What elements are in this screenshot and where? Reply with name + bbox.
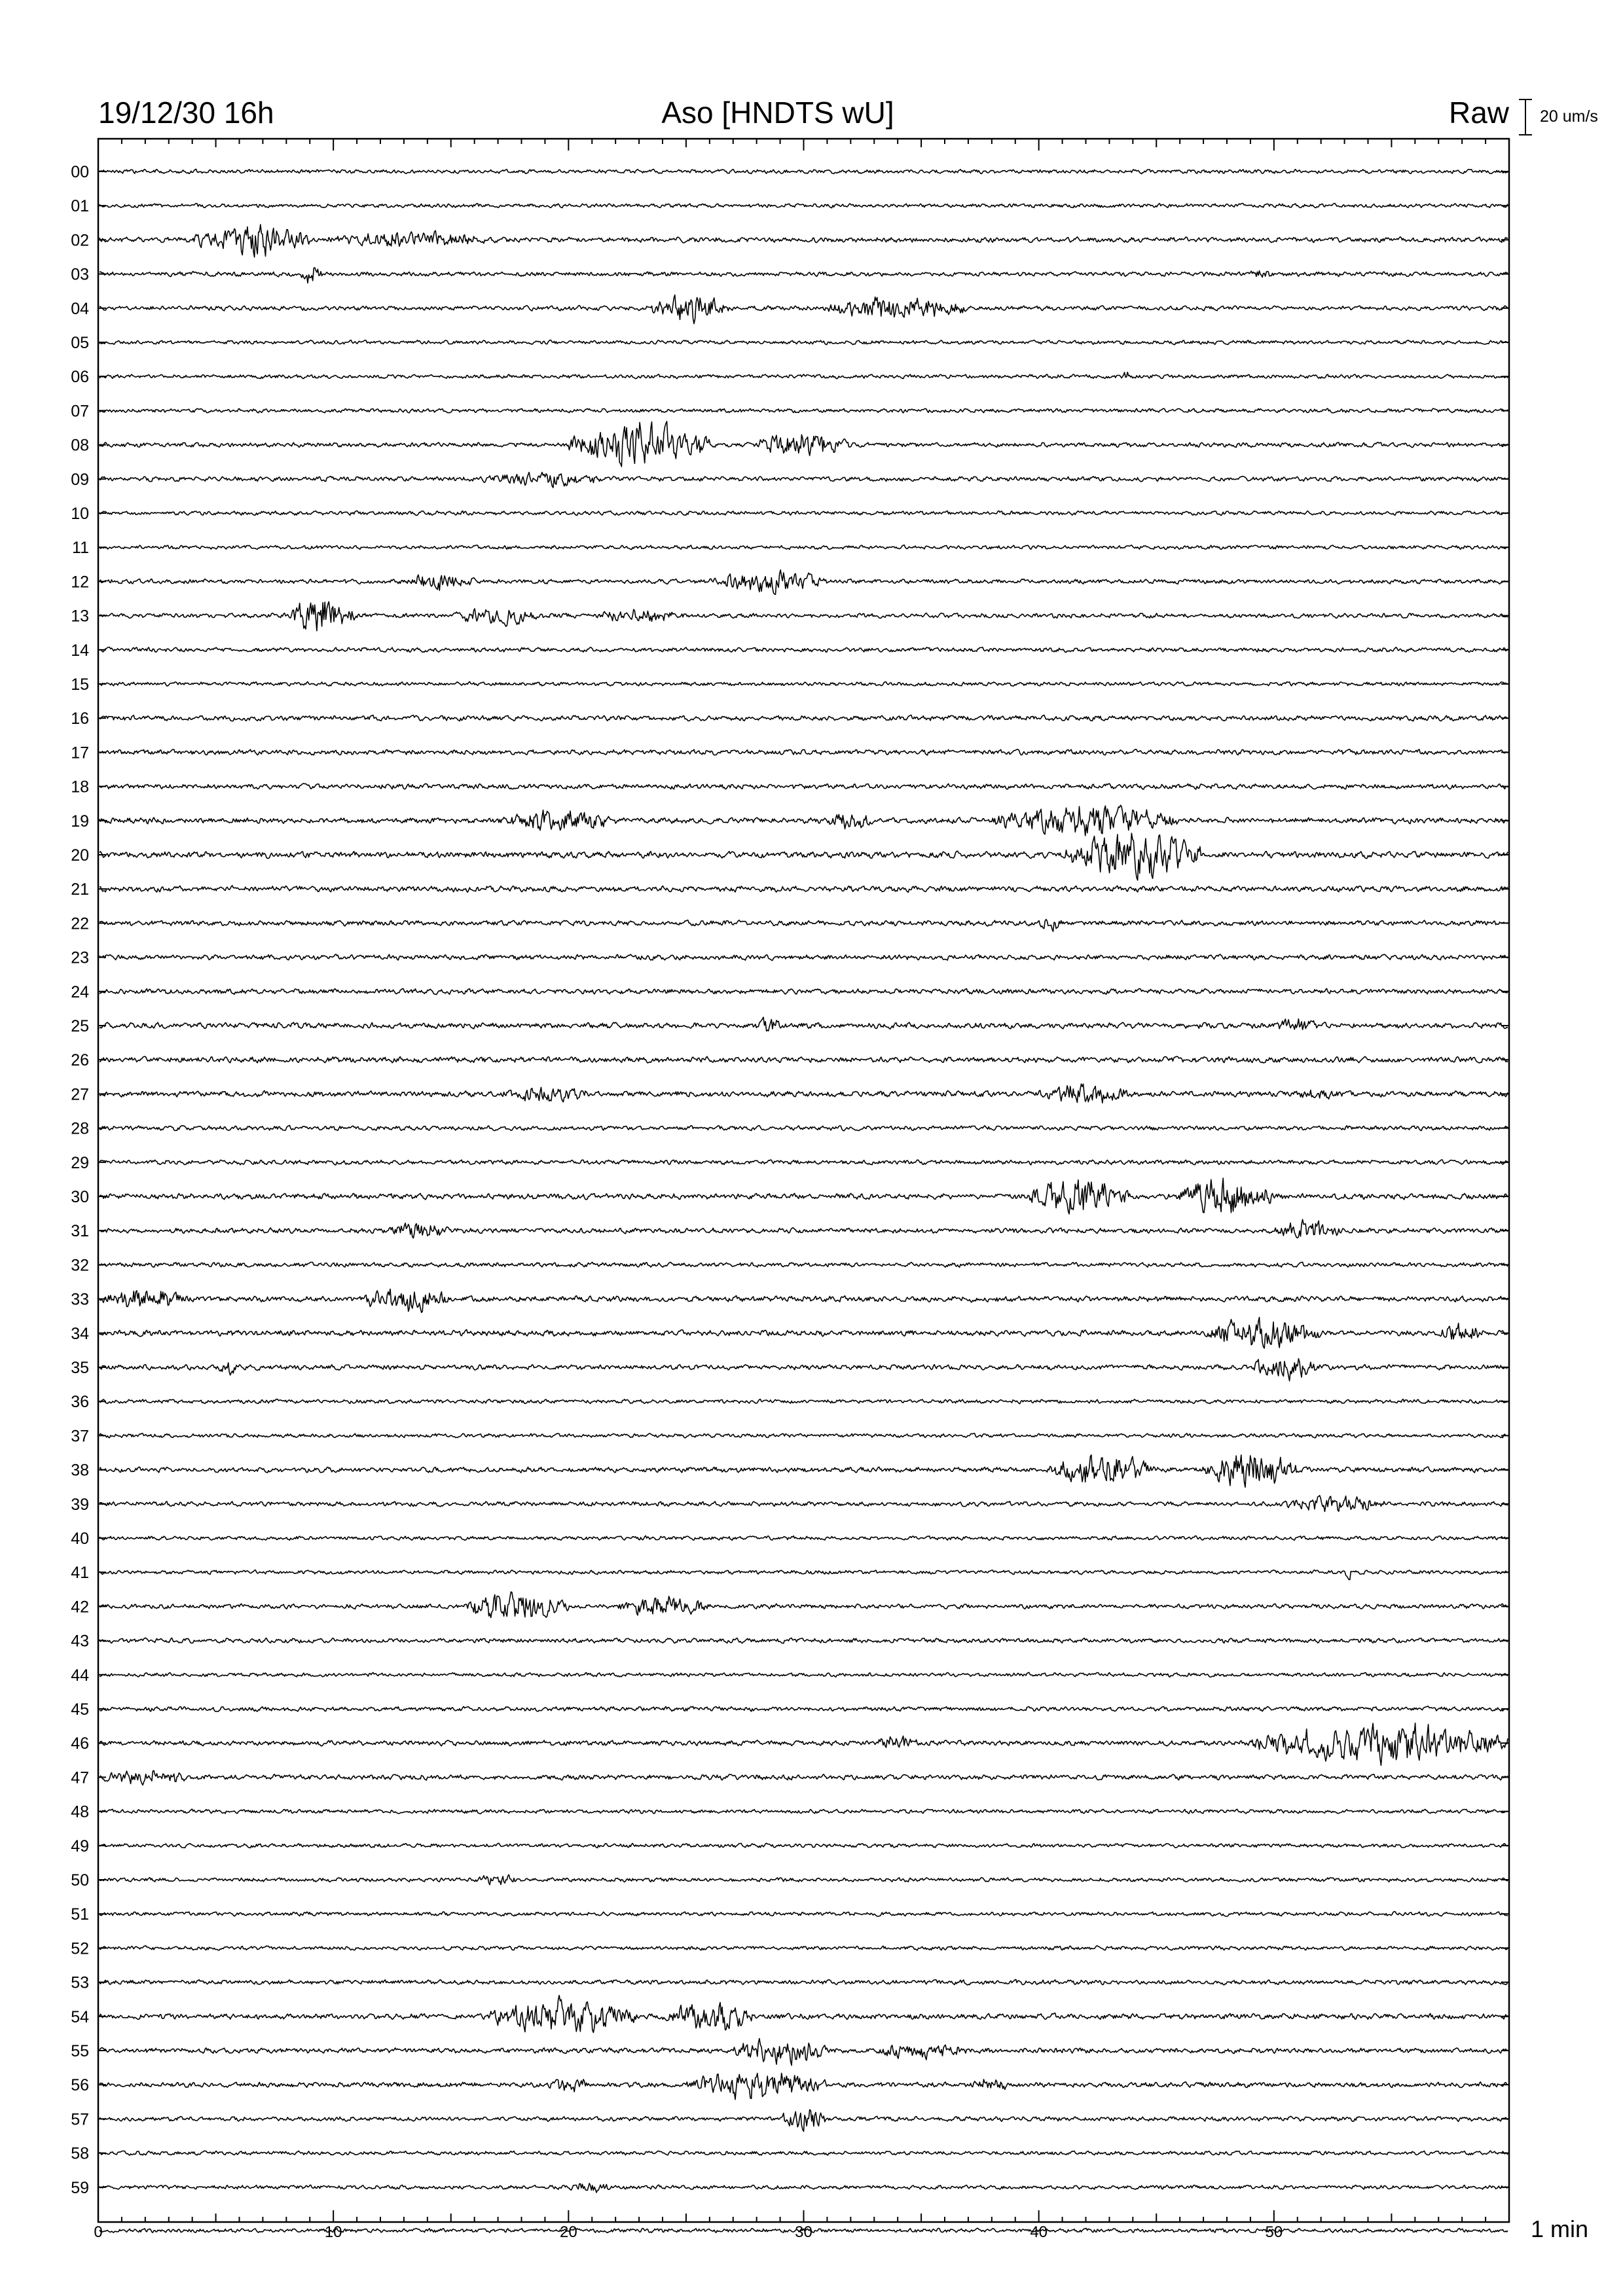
row-label: 11 (72, 539, 89, 558)
trace-row-50 (100, 1874, 1508, 1884)
row-label: 04 (71, 299, 89, 318)
trace-row-51 (100, 1912, 1508, 1917)
row-label: 05 (71, 334, 89, 352)
row-label: 51 (71, 1905, 89, 1924)
trace-row-00 (100, 169, 1508, 173)
trace-row-01 (100, 204, 1508, 208)
header-station: Aso [HNDTS wU] (661, 96, 894, 130)
row-label: 22 (71, 914, 89, 933)
trace-row-09 (100, 473, 1508, 488)
header-mode: Raw (1448, 96, 1509, 130)
trace-row-37 (100, 1433, 1508, 1438)
row-label: 59 (71, 2178, 89, 2197)
trace-row-18 (100, 783, 1508, 789)
row-label: 07 (71, 402, 89, 421)
trace-row-48 (100, 1809, 1508, 1814)
row-label: 45 (71, 1700, 89, 1719)
trace-row-22 (100, 920, 1508, 932)
row-label: 41 (71, 1564, 89, 1583)
row-label: 27 (71, 1085, 89, 1104)
row-label: 28 (71, 1119, 89, 1138)
trace-row-34 (100, 1318, 1508, 1348)
trace-row-39 (100, 1496, 1508, 1512)
trace-row-41 (100, 1570, 1508, 1580)
trace-row-47 (100, 1770, 1508, 1785)
trace-row-42 (100, 1592, 1508, 1617)
trace-row-24 (100, 988, 1508, 994)
row-labels (71, 163, 89, 2197)
trace-row-25 (100, 1017, 1508, 1031)
row-label: 25 (71, 1017, 89, 1035)
plot-frame (98, 139, 1509, 2222)
axis-ticks (98, 139, 1509, 2222)
trace-group (100, 169, 1508, 2233)
trace-row-26 (100, 1056, 1508, 1063)
row-label: 13 (71, 607, 89, 626)
trace-row-49 (100, 1843, 1508, 1848)
x-unit-label: 1 min (1531, 2215, 1589, 2242)
trace-row-56 (100, 2073, 1508, 2100)
row-label: 02 (71, 231, 89, 250)
row-label: 56 (71, 2076, 89, 2095)
trace-row-43 (100, 1638, 1508, 1643)
row-label: 19 (71, 812, 89, 831)
trace-row-28 (100, 1126, 1508, 1131)
row-label: 33 (71, 1290, 89, 1309)
row-label: 09 (71, 470, 89, 489)
row-label: 17 (71, 744, 89, 762)
row-label: 00 (71, 163, 89, 181)
row-label: 39 (71, 1495, 89, 1514)
row-label: 38 (71, 1461, 89, 1480)
row-label: 53 (71, 1973, 89, 1992)
x-tick-label: 40 (1030, 2223, 1048, 2241)
row-label: 23 (71, 948, 89, 967)
trace-row-45 (100, 1706, 1508, 1712)
row-label: 26 (71, 1051, 89, 1070)
trace-row-55 (100, 2039, 1508, 2066)
trace-row-13 (100, 601, 1508, 631)
row-label: 20 (71, 846, 89, 865)
row-label: 54 (71, 2007, 89, 2026)
trace-row-30 (100, 1178, 1508, 1214)
trace-row-52 (100, 1946, 1508, 1950)
row-label: 16 (71, 709, 89, 728)
trace-row-32 (100, 1262, 1508, 1267)
row-label: 58 (71, 2144, 89, 2163)
row-label: 47 (71, 1768, 89, 1787)
trace-row-44 (100, 1672, 1508, 1677)
trace-row-29 (100, 1160, 1508, 1165)
x-tick-label: 20 (559, 2223, 577, 2241)
row-label: 49 (71, 1837, 89, 1856)
trace-row-23 (100, 954, 1508, 960)
row-label: 34 (71, 1324, 89, 1343)
x-tick-label: 50 (1265, 2223, 1283, 2241)
amplitude-scale-bar (1519, 99, 1532, 135)
trace-row-16 (100, 715, 1508, 721)
trace-row-21 (100, 886, 1508, 892)
row-label: 52 (71, 1939, 89, 1958)
row-label: 30 (71, 1188, 89, 1206)
trace-row-19 (100, 805, 1508, 836)
trace-row-17 (100, 749, 1508, 755)
x-tick-label: 10 (324, 2223, 342, 2241)
trace-row-59 (100, 2183, 1508, 2193)
trace-row-27 (100, 1084, 1508, 1103)
row-label: 01 (71, 197, 89, 216)
row-label: 08 (71, 436, 89, 455)
x-tick-label: 0 (94, 2223, 103, 2241)
row-label: 43 (71, 1632, 89, 1651)
trace-row-54 (100, 1996, 1508, 2033)
trace-row-03 (100, 268, 1508, 283)
row-label: 10 (71, 505, 89, 523)
trace-row-07 (100, 408, 1508, 413)
trace-row-11 (100, 545, 1508, 550)
row-label: 40 (71, 1530, 89, 1548)
trace-row-58 (100, 2151, 1508, 2155)
trace-row-12 (100, 570, 1508, 594)
row-label: 15 (71, 675, 89, 694)
trace-row-36 (100, 1399, 1508, 1404)
trace-row-46 (100, 1723, 1508, 1766)
row-label: 03 (71, 265, 89, 284)
trace-row-02 (100, 224, 1508, 257)
trace-row-06 (100, 372, 1508, 379)
row-label: 06 (71, 368, 89, 387)
row-label: 37 (71, 1427, 89, 1446)
scale-label: 20 um/s (1540, 107, 1598, 126)
trace-row-14 (100, 647, 1508, 653)
trace-row-35 (100, 1359, 1508, 1381)
trace-row-08 (100, 422, 1508, 467)
trace-row-04 (100, 295, 1508, 324)
trace-row-31 (100, 1219, 1508, 1238)
row-label: 50 (71, 1871, 89, 1890)
row-label: 14 (71, 641, 89, 660)
row-label: 29 (71, 1153, 89, 1172)
row-label: 42 (71, 1598, 89, 1617)
row-label: 35 (71, 1359, 89, 1377)
x-tick-label: 30 (795, 2223, 812, 2241)
row-label: 21 (71, 880, 89, 899)
row-label: 31 (71, 1222, 89, 1241)
trace-row-57 (100, 2109, 1508, 2131)
trace-row-38 (100, 1455, 1508, 1487)
trace-row-15 (100, 682, 1508, 687)
trace-row-53 (100, 1979, 1508, 1984)
row-label: 46 (71, 1734, 89, 1753)
trace-row-20 (100, 833, 1508, 880)
row-label: 36 (71, 1393, 89, 1412)
trace-row-10 (100, 511, 1508, 516)
header-datetime: 19/12/30 16h (98, 96, 274, 130)
row-label: 44 (71, 1666, 89, 1685)
trace-row-33 (100, 1289, 1508, 1313)
row-label: 18 (71, 778, 89, 797)
trace-row-05 (100, 340, 1508, 345)
row-label: 57 (71, 2110, 89, 2129)
trace-row-40 (100, 1536, 1508, 1541)
row-label: 55 (71, 2042, 89, 2060)
row-label: 48 (71, 1803, 89, 1821)
row-label: 12 (71, 573, 89, 592)
row-label: 32 (71, 1256, 89, 1275)
row-label: 24 (71, 982, 89, 1001)
